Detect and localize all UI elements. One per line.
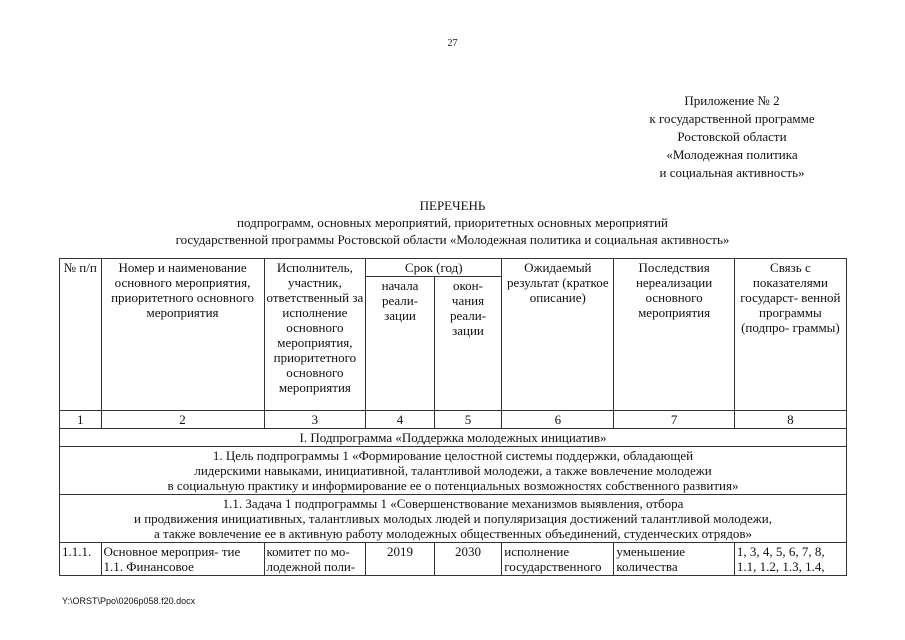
column-number: 4 — [366, 411, 435, 429]
appendix-line: Приложение № 2 — [684, 93, 780, 108]
row-number: 1.1.1. — [60, 543, 102, 576]
header-row — [60, 259, 847, 277]
subprogram-row — [60, 429, 847, 447]
row-result: исполнение государственного — [502, 543, 614, 576]
column-number: 3 — [264, 411, 366, 429]
header-cell-link: Связь с показателями государст- венной программы (подпро- граммы) — [734, 259, 846, 411]
header-cell-start: начала реали- зации — [366, 277, 435, 411]
appendix-block — [622, 92, 842, 182]
appendix-line: «Молодежная политика — [666, 147, 798, 162]
header-cell-end: окон- чания реали- зации — [434, 277, 501, 411]
task-cell — [60, 495, 847, 543]
header-cell-executor: Исполнитель, участник, ответственный за исполнение основного мероприятия, приоритетного основного мероприятия — [264, 259, 366, 411]
goal-line: лидерскими навыками, инициативной, талантливой молодежи, а также вовлечение молодежи — [194, 463, 712, 478]
goal-cell — [60, 447, 847, 495]
column-number: 2 — [101, 411, 264, 429]
goal-row — [60, 447, 847, 495]
goal-line: в социальную практику и информирование ее о потенциальных возможностях собственного развития» — [167, 478, 739, 493]
file-path-footer: Y:\ORST\Ppo\0206p058.f20.docx — [62, 596, 196, 606]
title-heading: ПЕРЕЧЕНЬ — [419, 198, 486, 213]
subprogram-title: I. Подпрограмма «Поддержка молодежных инициатив» — [60, 429, 847, 447]
header-cell-result: Ожидаемый результат (краткое описание) — [502, 259, 614, 411]
task-row — [60, 495, 847, 543]
column-number: 5 — [434, 411, 501, 429]
title-line: подпрограмм, основных мероприятий, приоритетных основных мероприятий — [237, 215, 668, 230]
title-line: государственной программы Ростовской области «Молодежная политика и социальная активность» — [175, 232, 730, 247]
measures-table — [59, 258, 847, 576]
row-consequence: уменьшение количества — [614, 543, 734, 576]
goal-line: 1. Цель подпрограммы 1 «Формирование целостной системы поддержки, обладающей — [212, 448, 694, 463]
table-row — [60, 543, 847, 576]
column-number-row — [60, 411, 847, 429]
row-start: 2019 — [366, 543, 435, 576]
row-executor: комитет по мо- лодежной поли- — [264, 543, 366, 576]
task-line: 1.1. Задача 1 подпрограммы 1 «Совершенствование механизмов выявления, отбора — [222, 496, 684, 511]
column-number: 6 — [502, 411, 614, 429]
row-link: 1, 3, 4, 5, 6, 7, 8, 1.1, 1.2, 1.3, 1.4, — [734, 543, 846, 576]
header-cell-consequence: Последствия нереализации основного мероприятия — [614, 259, 734, 411]
header-cell-name: Номер и наименование основного мероприятия, приоритетного основного мероприятия — [101, 259, 264, 411]
task-line: а также вовлечение ее в активную работу молодежных общественных объединений, студенческих отрядов» — [153, 526, 752, 541]
row-end: 2030 — [434, 543, 501, 576]
header-cell-term: Срок (год) — [366, 259, 502, 277]
row-name: Основное мероприя- тие 1.1. Финансовое — [101, 543, 264, 576]
header-cell-number: № п/п — [60, 259, 102, 411]
column-number: 1 — [60, 411, 102, 429]
document-title — [0, 197, 905, 248]
appendix-line: и социальная активность» — [659, 165, 805, 180]
page-number: 27 — [447, 38, 458, 49]
column-number: 7 — [614, 411, 734, 429]
column-number: 8 — [734, 411, 846, 429]
appendix-line: к государственной программе — [649, 111, 815, 126]
appendix-line: Ростовской области — [677, 129, 787, 144]
task-line: и продвижения инициативных, талантливых молодых людей и популяризация достижений талантливой молодежи, — [134, 511, 772, 526]
